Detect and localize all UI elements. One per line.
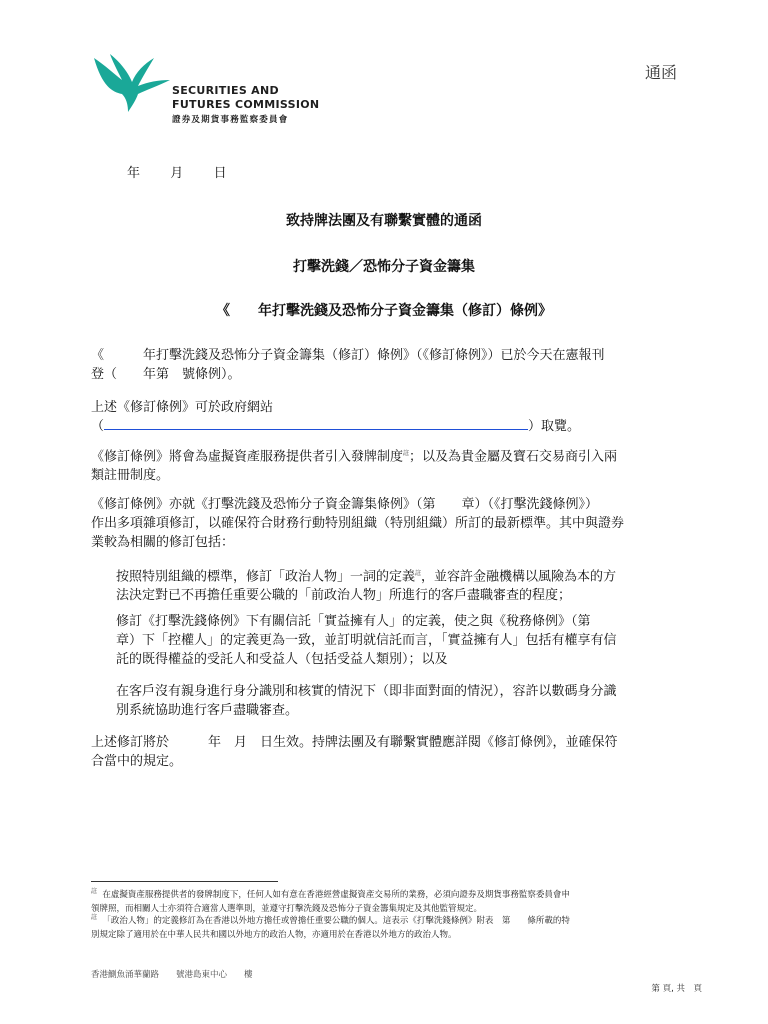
amendment-item-1 [116, 564, 683, 605]
logo-text-line1: SECURITIES AND [172, 84, 279, 97]
footnote-mark: 註 [91, 888, 98, 895]
footnote-divider [91, 881, 278, 882]
text-segment: 按照特別組織的標準，修訂「政治人物」一詞的定義 [116, 569, 416, 585]
ordinance-title: 《 年打擊洗錢及恐怖分子資金籌集（修訂）條例》 [216, 303, 552, 319]
circular-subject: 打擊洗錢／恐怖分子資金籌集 [293, 259, 475, 275]
text-line: 章）下「控權人」的定義更為一致，並訂明就信託而言，「實益擁有人」包括有權享有信 [116, 633, 617, 648]
paragraph-amendments [91, 495, 683, 552]
text-segment: ；以及為貴金屬及寶石交易商引入兩 [409, 449, 618, 465]
logo-text-line2: FUTURES COMMISSION [172, 98, 320, 111]
text-segment: ，並容許金融機構以風險為本的方 [421, 569, 617, 585]
footnote-2 [91, 911, 691, 942]
logo-text-chinese: 證券及期貨事務監察委員會 [172, 115, 289, 125]
eagle-logo-icon [92, 52, 172, 114]
amendment-item-2 [116, 612, 683, 669]
footnote-ref: 註 [415, 570, 422, 577]
text-line: 託的既得權益的受託人和受益人（包括受益人類別）；以及 [116, 652, 448, 667]
text-line: 法決定對已不再擔任重要公職的「前政治人物」所進行的客戶盡職審查的程度； [116, 588, 572, 604]
text-line: 《修訂條例》亦就《打擊洗錢及恐怖分子資金籌集條例》（第 章）（《打擊洗錢條例》） [91, 497, 599, 512]
page-number: 第 頁, 共 頁 [651, 984, 702, 994]
text-line: 在客戶沒有親身進行身分識別和核實的情況下（即非面對面的情況），容許以數碼身分識 [116, 684, 617, 699]
text-line: 登（ 年第 號條例）。 [91, 367, 241, 382]
footnote-line: 別規定除了適用於在中華人民共和國以外地方的政治人物，亦適用於在香港以外地方的政治人物。 [91, 929, 457, 940]
text-segment: 在虛擬資產服務提供者的發牌制度下，任何人如有意在香港經營虛擬資產交易所的業務，必須向證券及期貨事務監察委員會申 [102, 889, 570, 900]
text-segment: 《修訂條例》將會為虛擬資產服務提供者引入發牌制度 [91, 449, 404, 465]
open-paren: （ [91, 419, 105, 434]
footnote-line: 領牌照，而相關人士亦須符合適當人選準則，並遵守打擊洗錢及恐怖分子資金籌集規定及其他監管規定。 [91, 903, 483, 914]
amendment-item-3 [116, 682, 683, 720]
paragraph-gazette [91, 346, 683, 384]
footnote-ref: 註 [403, 450, 410, 457]
sfc-logo [92, 52, 324, 126]
text-line: 合當中的規定。 [91, 754, 183, 769]
text-line: 《 年打擊洗錢及恐怖分子資金籌集（修訂）條例》（《修訂條例》）已於今天在憲報刊 [91, 348, 605, 363]
date-year: 年 [127, 166, 141, 181]
text-line: 修訂《打擊洗錢條例》下有關信託「實益擁有人」的定義，使之與《稅務條例》（第 [116, 614, 591, 629]
footer-address: 香港鰂魚涌華蘭路 號港島東中心 樓 [91, 970, 253, 980]
footnote-line [91, 885, 691, 902]
date-day: 日 [213, 166, 227, 181]
date-month: 月 [170, 166, 184, 181]
text-segment: 「政治人物」的定義修訂為在香港以外地方擔任或曾擔任重要公職的個人。這表示《打擊洗錢條例》附表 第 條所載的特 [102, 915, 570, 926]
text-line [116, 564, 683, 586]
document-type-label: 通函 [644, 63, 677, 82]
website-link[interactable] [104, 417, 528, 430]
footnote-mark: 註 [91, 914, 98, 921]
text-line: 上述修訂將於 年 月 日生效。持牌法團及有聯繫實體應詳閱《修訂條例》，並確保符 [91, 735, 618, 750]
text-line: 上述《修訂條例》可於政府網站 [91, 400, 274, 415]
text-line: 業較為相關的修訂包括： [91, 535, 235, 550]
paragraph-effective-date [91, 733, 683, 771]
text-line: 類註冊制度。 [91, 468, 170, 484]
text-line: 作出多項雜項修訂，以確保符合財務行動特別組織（特別組織）所訂的最新標準。其中與證券 [91, 516, 625, 531]
circular-title: 致持牌法團及有聯繫實體的通函 [286, 213, 482, 229]
text-line [91, 444, 683, 466]
text-line-link [91, 417, 683, 436]
footnote-line [91, 911, 691, 928]
date-line [127, 162, 227, 181]
paragraph-licensing [91, 444, 683, 485]
close-paren: ）取覽。 [528, 419, 581, 434]
text-line: 別系統協助進行客戶盡職審查。 [116, 703, 299, 718]
paragraph-website [91, 398, 683, 436]
